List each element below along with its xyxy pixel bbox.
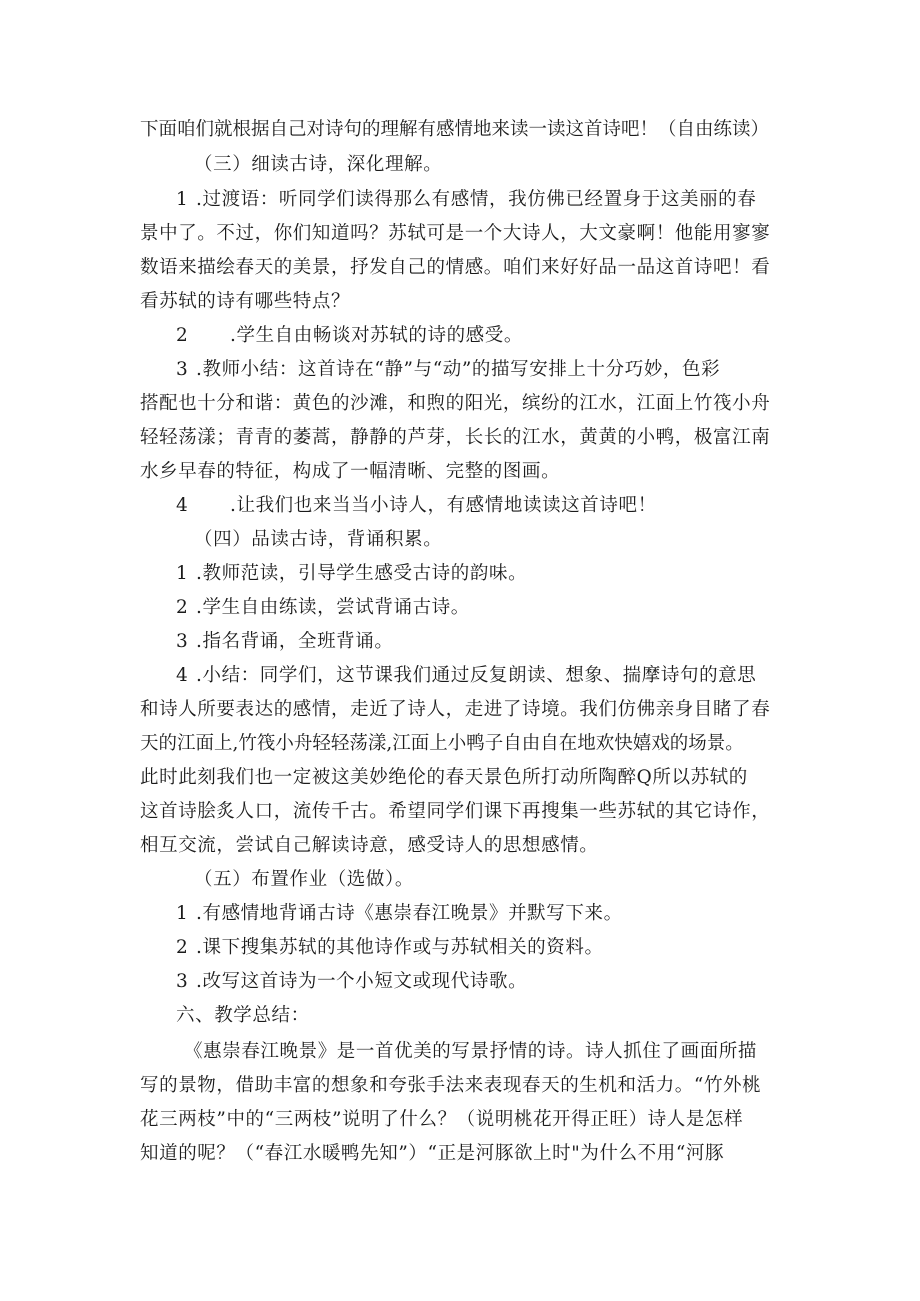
text-line	[140, 392, 770, 416]
heading-text: （四）品读古诗，背诵积累。	[194, 529, 443, 550]
list-text: .教师小结：这首诗在“静”与“动”的描写安排上十分巧妙，色彩	[196, 359, 721, 380]
list-text: .过渡语：听同学们读得那么有感情，我仿佛已经置身于这美丽的春	[196, 189, 757, 210]
text-line	[140, 766, 748, 790]
list-item	[176, 596, 470, 620]
paragraph-text: 景中了。不过，你们知道吗？苏轼可是一个大诗人，大文豪啊！他能用寥寥	[140, 223, 771, 244]
text-line	[140, 222, 770, 246]
list-number: 2	[176, 937, 189, 958]
paragraph-text: 《惠崇春江晚景》是一首优美的写景抒情的诗。诗人抓住了画面所描	[184, 1041, 758, 1062]
list-text: .小结：同学们，这节课我们通过反复朗读、想象、揣摩诗句的意思	[196, 665, 757, 686]
section-heading	[176, 1004, 310, 1028]
paragraph-text: 和诗人所要表达的感情，走近了诗人，走进了诗境。我们仿佛亲身目睹了春	[140, 699, 771, 720]
list-number: 1	[176, 903, 189, 924]
list-item	[176, 936, 604, 960]
text-line	[140, 1142, 724, 1166]
list-text: .有感情地背诵古诗《惠崇春江晚景》并默写下来。	[196, 903, 623, 924]
text-line	[140, 426, 770, 450]
list-number: 4	[176, 665, 189, 686]
list-number: 4	[176, 495, 189, 516]
paragraph-text: 知道的呢？（“春江水暖鸭先知”）“正是河豚欲上时"为什么不用“河豚	[140, 1143, 725, 1164]
list-number: 3	[176, 359, 189, 380]
list-item	[176, 494, 657, 518]
list-text: .学生自由练读，尝试背诵古诗。	[196, 597, 470, 618]
paragraph-text: 搭配也十分和谐：黄色的沙滩，和煦的阳光，缤纷的江水，江面上竹筏小舟	[140, 393, 771, 414]
list-text: .让我们也来当当小诗人，有感情地读读这首诗吧！	[230, 495, 657, 516]
text-line	[140, 800, 770, 824]
paragraph-text: 写的景物，借助丰富的想象和夸张手法来表现春天的生机和活力。“竹外桃	[140, 1075, 762, 1096]
text-line	[184, 1040, 757, 1064]
text-line	[140, 118, 769, 142]
heading-text: （五）布置作业（选做）。	[194, 869, 414, 890]
paragraph-text: 看苏轼的诗有哪些特点？	[140, 291, 351, 312]
list-text: .教师范读，引导学生感受古诗的韵味。	[196, 563, 528, 584]
section-heading	[194, 868, 414, 892]
list-text: .改写这首诗为一个小短文或现代诗歌。	[196, 971, 528, 992]
list-number: 3	[176, 631, 189, 652]
text-line	[140, 1074, 761, 1098]
paragraph-text: 轻轻荡漾；青青的萎蒿，静静的芦芽，长长的江水，黄黄的小鸭，极富江南	[140, 427, 771, 448]
paragraph-text: 这首诗脍炙人口，流传千古。希望同学们课下再搜集一些苏轼的其它诗作，	[140, 801, 771, 822]
paragraph-text: 花三两枝”中的“三两枝”说明了什么？（说明桃花开得正旺）诗人是怎样	[140, 1109, 744, 1130]
paragraph-text: 此时此刻我们也一定被这美妙绝伦的春天景色所打动所陶醉Q所以苏轼的	[140, 767, 748, 788]
heading-text: （三）细读古诗，深化理解。	[194, 154, 443, 175]
section-heading	[194, 528, 442, 552]
list-item	[176, 562, 527, 586]
list-text: .指名背诵，全班背诵。	[196, 631, 394, 652]
text-line	[140, 1108, 743, 1132]
section-heading	[194, 153, 442, 177]
list-item	[176, 188, 756, 212]
paragraph-text: 下面咱们就根据自己对诗句的理解有感情地来读一读这首诗吧！（自由练读）	[140, 119, 770, 140]
list-item	[176, 970, 527, 994]
paragraph-text: 天的江面上,竹筏小舟轻轻荡漾,江面上小鸭子自由自在地欢快嬉戏的场景。	[140, 733, 744, 754]
list-item	[176, 664, 756, 688]
text-line	[140, 698, 770, 722]
text-line	[140, 460, 560, 484]
list-number: 3	[176, 971, 189, 992]
heading-text: 六、教学总结：	[176, 1005, 310, 1026]
paragraph-text: 相互交流，尝试自己解读诗意，感受诗人的思想感情。	[140, 835, 599, 856]
text-line	[140, 732, 744, 756]
list-text: .学生自由畅谈对苏轼的诗的感受。	[230, 325, 523, 346]
list-item	[176, 630, 393, 654]
list-item	[176, 902, 623, 926]
list-number: 1	[176, 189, 189, 210]
text-line	[140, 834, 598, 858]
list-number: 2	[176, 597, 189, 618]
text-line	[140, 290, 350, 314]
paragraph-text: 数语来描绘春天的美景，抒发自己的情感。咱们来好好品一品这首诗吧！看	[140, 257, 771, 278]
list-item	[176, 324, 523, 348]
list-number: 2	[176, 325, 189, 346]
paragraph-text: 水乡早春的特征，构成了一幅清晰、完整的图画。	[140, 461, 561, 482]
list-text: .课下搜集苏轼的其他诗作或与苏轼相关的资料。	[196, 937, 604, 958]
list-number: 1	[176, 563, 189, 584]
list-item	[176, 358, 720, 382]
text-line	[140, 256, 770, 280]
